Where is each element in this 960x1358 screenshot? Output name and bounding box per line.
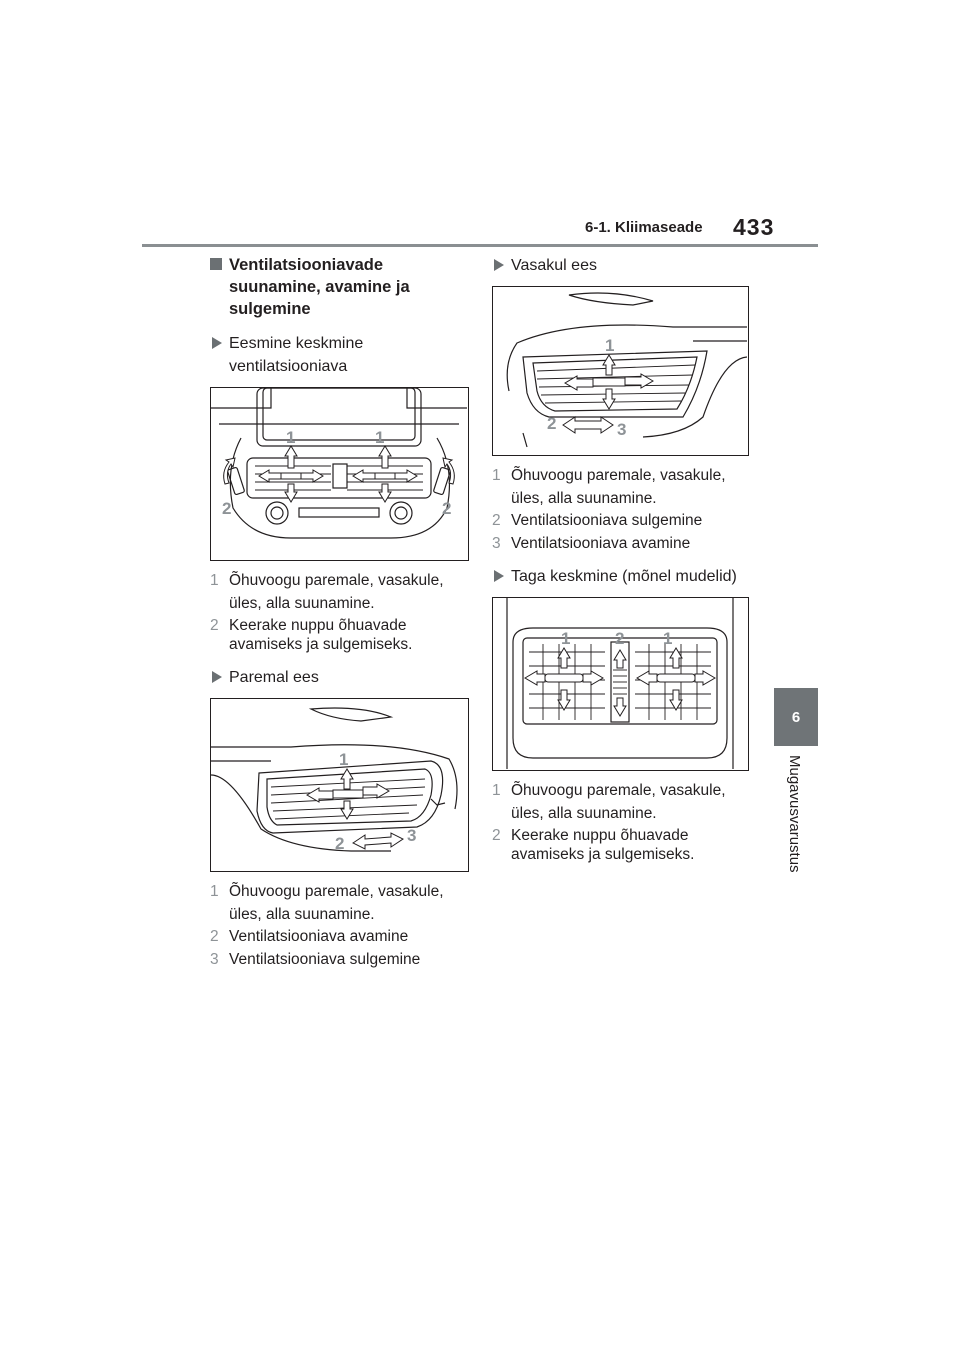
list-item: 2 Ventilatsiooniava avamine	[210, 928, 409, 945]
triangle-bullet-icon	[212, 337, 222, 349]
page-number: 433	[733, 214, 775, 240]
list-item: 1 Õhuvoogu paremale, vasakule, üles, alla suunamine.	[210, 883, 444, 923]
list-item: 1 Õhuvoogu paremale, vasakule, üles, alla suunamine.	[492, 782, 726, 822]
subheading-front-center: Eesmine keskmine ventilatsiooniava	[210, 332, 470, 378]
label-3: 3	[617, 420, 627, 439]
list-item: 1 Õhuvoogu paremale, vasakule, üles, alla suunamine.	[492, 467, 726, 507]
list-item: 3 Ventilatsiooniava sulgemine	[210, 951, 421, 968]
chapter-label: Mugavusvarustus	[786, 755, 803, 873]
chapter-tab	[774, 688, 818, 746]
right-column	[492, 254, 752, 868]
label-2: 2	[335, 834, 345, 853]
front-left-vent-illustration	[493, 287, 747, 454]
list-item: 2 Ventilatsiooniava sulgemine	[492, 512, 703, 529]
label-1-left: 1	[561, 629, 571, 648]
square-bullet-icon	[210, 258, 222, 270]
figure-front-center-vent	[210, 387, 469, 561]
subheading-front-left: Vasakul ees	[492, 254, 752, 277]
list-item: 1 Õhuvoogu paremale, vasakule, üles, alla suunamine.	[210, 572, 444, 612]
label-2: 2	[547, 414, 557, 433]
label-1-right: 1	[663, 629, 673, 648]
left-column	[210, 254, 470, 973]
figure-front-left-vent	[492, 286, 749, 456]
rear-center-vent-illustration	[493, 598, 747, 769]
figure-front-right-vent	[210, 698, 469, 872]
label-1-left: 1	[286, 428, 296, 447]
label-2-left: 2	[222, 499, 232, 518]
section-heading: Ventilatsiooniavade suunamine, avamine ja sulgemine	[210, 254, 470, 320]
label-3: 3	[407, 826, 417, 845]
triangle-bullet-icon	[212, 671, 222, 683]
chapter-number: 6	[791, 708, 801, 726]
label-1: 1	[339, 750, 349, 769]
triangle-bullet-icon	[494, 259, 504, 271]
front-right-vent-illustration	[211, 699, 467, 870]
header-rule	[142, 244, 818, 247]
section-title: 6-1. Kliimaseade	[585, 219, 703, 236]
subheading-front-right: Paremal ees	[210, 666, 470, 689]
triangle-bullet-icon	[494, 570, 504, 582]
list-item: 3 Ventilatsiooniava avamine	[492, 535, 691, 552]
front-center-vent-illustration	[211, 388, 467, 559]
list-item: 2 Keerake nuppu õhuavade avamiseks ja sulgemiseks.	[210, 617, 413, 653]
label-1: 1	[605, 336, 615, 355]
label-1-right: 1	[375, 428, 385, 447]
list-item: 2 Keerake nuppu õhuavade avamiseks ja sulgemiseks.	[492, 827, 695, 863]
subheading-rear-center: Taga keskmine (mõnel mudelid)	[492, 565, 752, 588]
label-2: 2	[615, 629, 625, 648]
label-2-right: 2	[442, 499, 452, 518]
figure-rear-center-vent	[492, 597, 749, 771]
